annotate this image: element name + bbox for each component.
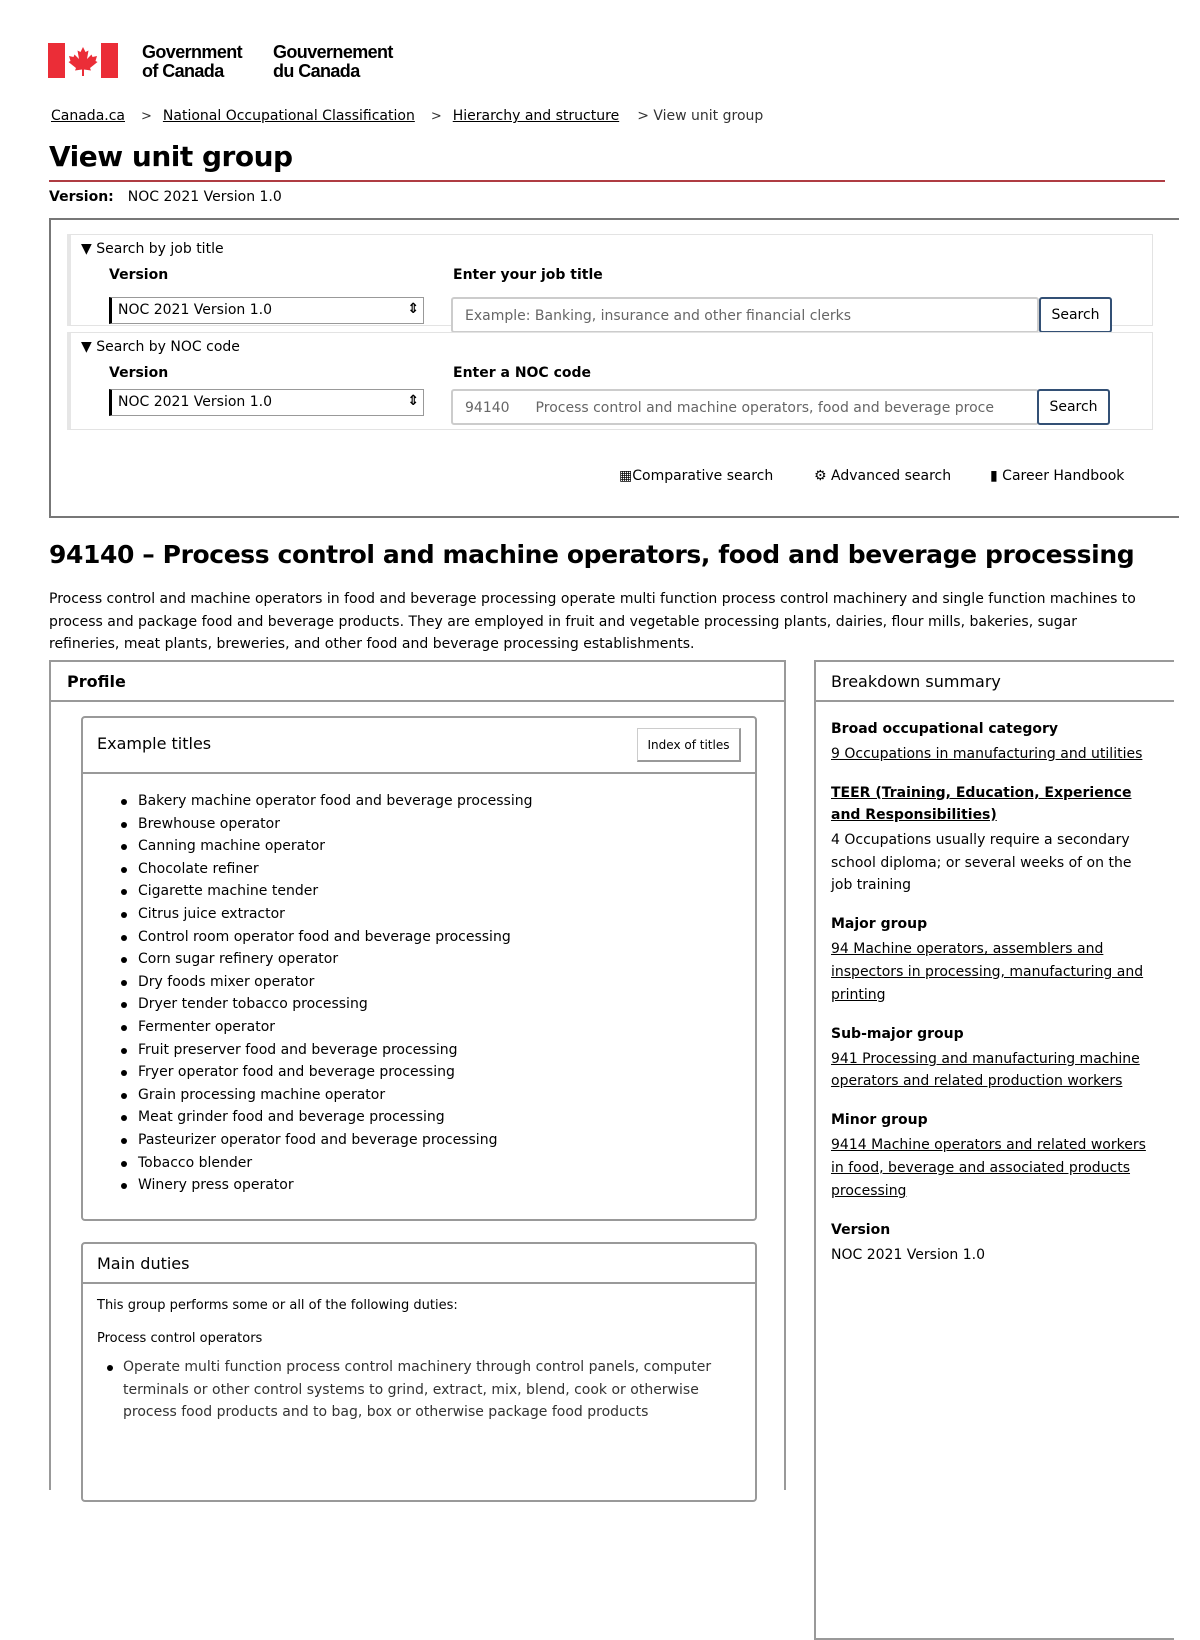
main-duties-heading: Main duties	[97, 1254, 190, 1273]
major-group-link[interactable]: 94 Machine operators, assemblers and inspectors in processing, manufacturing and printing	[831, 941, 1144, 1003]
version-select-noc-code[interactable]	[109, 389, 424, 416]
minor-group-label: Minor group	[831, 1112, 928, 1129]
example-titles-heading: Example titles	[97, 734, 212, 753]
version-value: NOC 2021 Version 1.0	[127, 189, 282, 205]
breadcrumb-separator: >	[141, 109, 152, 124]
grid-icon: ▦	[619, 468, 633, 484]
example-titles-header	[83, 718, 755, 774]
sub-major-group-link[interactable]: 941 Processing and manufacturing machine operators and related production workers	[831, 1050, 1140, 1090]
teer-value: 4 Occupations usually require a secondary school diploma; or several weeks of on the job training	[831, 831, 1132, 894]
career-handbook-label: Career Handbook	[1002, 468, 1125, 484]
breadcrumb-canada-ca[interactable]: Canada.ca	[51, 108, 125, 124]
job-title-placeholder: Example: Banking, insurance and other financial clerks	[465, 308, 852, 324]
example-title-item: Citrus juice extractor	[121, 903, 755, 926]
sub-major-group-label: Sub-major group	[831, 1025, 964, 1042]
breadcrumb-noc[interactable]: National Occupational Classification	[162, 108, 415, 124]
version-select-job-title[interactable]	[109, 297, 424, 324]
version-select-value: NOC 2021 Version 1.0	[118, 302, 272, 318]
search-by-noc-code-section	[67, 332, 1153, 430]
broad-category-label: Broad occupational category	[831, 721, 1058, 737]
breakdown-version-label: Version	[831, 1221, 891, 1238]
search-by-noc-code-label: Search by NOC code	[96, 339, 240, 355]
job-title-search-button[interactable]: Search	[1039, 297, 1112, 333]
triangle-down-icon: ▼	[81, 241, 92, 257]
example-title-item: Dryer tender tobacco processing	[121, 993, 755, 1016]
version-select-label: Version	[109, 267, 169, 283]
profile-panel	[49, 660, 786, 1490]
broad-category-link[interactable]: 9 Occupations in manufacturing and utilities	[831, 746, 1143, 762]
breadcrumb-separator: >	[430, 109, 442, 124]
main-duties-body	[83, 1284, 755, 1346]
example-title-item: Fermenter operator	[121, 1016, 755, 1039]
example-titles-list	[83, 774, 755, 1197]
example-title-item: Winery press operator	[121, 1174, 755, 1197]
example-title-item: Fruit preserver food and beverage processing	[121, 1039, 755, 1062]
example-title-item: Meat grinder food and beverage processing	[121, 1106, 755, 1129]
job-title-input[interactable]	[451, 297, 1039, 333]
select-arrows-icon: ⇕	[407, 393, 419, 409]
breadcrumb-hierarchy[interactable]: Hierarchy and structure	[452, 108, 620, 124]
main-duties-intro: This group performs some or all of the following duties:	[97, 1298, 458, 1313]
search-by-noc-code-toggle[interactable]	[81, 339, 240, 355]
example-title-item: Corn sugar refinery operator	[121, 948, 755, 971]
search-by-job-title-label: Search by job title	[96, 241, 224, 257]
gov-fr-line2: du Canada	[273, 61, 360, 81]
example-title-item: Chocolate refiner	[121, 858, 755, 881]
version-select-value: NOC 2021 Version 1.0	[118, 394, 272, 410]
canada-flag-logo[interactable]	[48, 43, 118, 78]
noc-code-input-label: Enter a NOC code	[453, 365, 592, 381]
triangle-down-icon: ▼	[81, 339, 92, 355]
noc-unit-group-title: 94140 – Process control and machine operators, food and beverage processing	[49, 540, 1135, 569]
noc-code-value-title: Process control and machine operators, food and beverage proce	[535, 400, 994, 416]
noc-code-input[interactable]	[451, 389, 1039, 425]
example-title-item: Pasteurizer operator food and beverage processing	[121, 1129, 755, 1152]
main-duties-subheading: Process control operators	[97, 1331, 263, 1346]
example-title-item: Canning machine operator	[121, 835, 755, 858]
example-titles-card	[81, 716, 757, 1221]
job-title-input-label: Enter your job title	[453, 267, 603, 283]
search-by-job-title-toggle[interactable]	[81, 241, 224, 257]
select-arrows-icon: ⇕	[407, 301, 419, 317]
main-duties-card	[81, 1242, 757, 1502]
major-group-label: Major group	[831, 916, 928, 933]
search-panel	[49, 218, 1179, 518]
version-select-label: Version	[109, 365, 169, 381]
search-by-job-title-section	[67, 234, 1153, 326]
profile-heading: Profile	[51, 662, 784, 702]
breakdown-summary-heading: Breakdown summary	[816, 662, 1174, 702]
teer-label-link[interactable]: TEER (Training, Education, Experience and Responsibilities)	[831, 784, 1132, 823]
career-handbook-link[interactable]	[990, 468, 1124, 484]
advanced-search-link[interactable]	[814, 468, 951, 484]
government-of-canada-wordmark-fr	[273, 43, 393, 81]
example-title-item: Grain processing machine operator	[121, 1084, 755, 1107]
breadcrumb	[51, 108, 763, 124]
example-title-item: Control room operator food and beverage processing	[121, 926, 755, 949]
example-title-item: Cigarette machine tender	[121, 880, 755, 903]
main-duties-list	[83, 1356, 755, 1424]
breadcrumb-current: > View unit group	[637, 108, 764, 124]
gov-en-line1: Government	[142, 42, 243, 62]
example-title-item: Brewhouse operator	[121, 813, 755, 836]
example-title-item: Bakery machine operator food and beverage processing	[121, 790, 755, 813]
title-rule	[49, 180, 1165, 182]
noc-unit-group-description: Process control and machine operators in food and beverage processing operate multi function process control machinery and single function machines to process and package food and beverage products. They are employed in fruit and vegetable processing plants, dairies, flour mills, bakeries, sugar refineries, meat plants, breweries, and other food and beverage processing establishments.	[49, 591, 1136, 652]
gov-en-line2: of Canada	[142, 61, 224, 81]
main-duty-item: Operate multi function process control machinery through control panels, computer terminals or other control systems to grind, extract, mix, blend, cook or otherwise process food products and to bag, box or otherwise package food products	[123, 1356, 745, 1424]
version-line	[49, 189, 282, 205]
main-duties-header	[83, 1244, 755, 1284]
version-label: Version:	[49, 189, 114, 205]
government-of-canada-wordmark-en	[142, 43, 242, 81]
noc-code-value-code: 94140	[465, 400, 510, 416]
noc-code-search-button[interactable]: Search	[1037, 389, 1110, 425]
advanced-search-label: Advanced search	[831, 468, 952, 484]
gear-icon: ⚙	[814, 468, 827, 484]
breakdown-summary-body	[816, 702, 1174, 1266]
breakdown-summary-panel	[814, 660, 1174, 1640]
comparative-search-link[interactable]	[619, 468, 773, 484]
minor-group-link[interactable]: 9414 Machine operators and related workers in food, beverage and associated products processing	[831, 1137, 1146, 1199]
example-title-item: Tobacco blender	[121, 1152, 755, 1175]
page-title: View unit group	[49, 140, 293, 173]
index-of-titles-button[interactable]: Index of titles	[637, 728, 741, 762]
book-icon: ▮	[990, 468, 998, 484]
gov-fr-line1: Gouvernement	[273, 42, 393, 62]
comparative-search-label: Comparative search	[632, 468, 774, 484]
example-title-item: Fryer operator food and beverage processing	[121, 1061, 755, 1084]
example-title-item: Dry foods mixer operator	[121, 971, 755, 994]
breakdown-version-value: NOC 2021 Version 1.0	[831, 1246, 985, 1263]
